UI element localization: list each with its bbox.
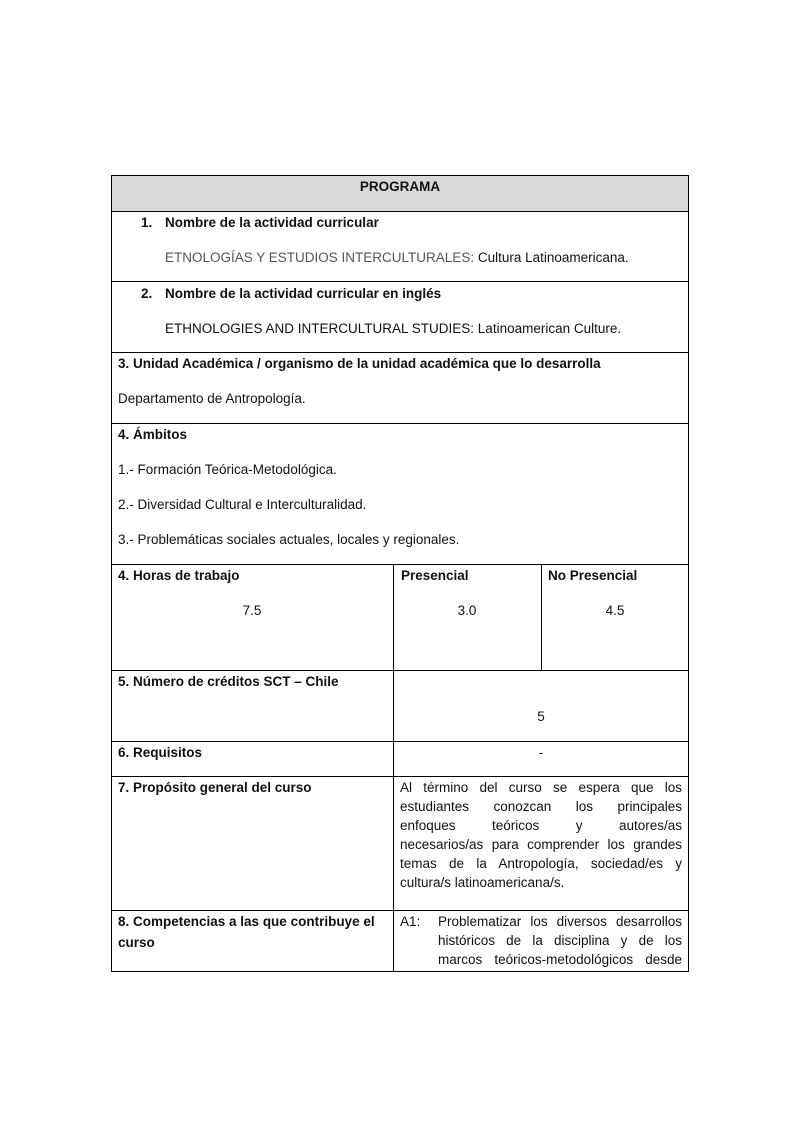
section-3-value: Departamento de Antropología. xyxy=(118,391,306,406)
section-1-prefix: ETNOLOGÍAS Y ESTUDIOS INTERCULTURALES: xyxy=(165,250,475,265)
no-presencial-label: No Presencial xyxy=(548,568,638,583)
ambito-item: 2.- Diversidad Cultural e Interculturalidad. xyxy=(118,497,367,512)
requisites-value: - xyxy=(538,745,544,760)
ambito-item: 3.- Problemáticas sociales actuales, locales y regionales. xyxy=(118,532,460,547)
section-1-suffix: Cultura Latinoamericana. xyxy=(477,250,629,265)
competency-code: A1: xyxy=(400,914,421,929)
section-3-heading: 3. Unidad Académica / organismo de la unidad académica que lo desarrolla xyxy=(118,356,601,371)
page-title: PROGRAMA xyxy=(359,179,441,194)
competency-line: Problematizar los diversos desarrollos xyxy=(438,914,682,929)
section-1-heading: Nombre de la actividad curricular xyxy=(165,215,379,230)
credits-label: 5. Número de créditos SCT – Chile xyxy=(118,674,339,689)
no-presencial-value: 4.5 xyxy=(605,603,625,618)
ambito-item: 1.- Formación Teórica-Metodológica. xyxy=(118,462,337,477)
purpose-line: cultura/s latinoamericana/s. xyxy=(400,875,565,890)
section-1-number: 1. xyxy=(141,215,153,230)
purpose-line: necesarios/as para comprender los grandes xyxy=(400,837,682,852)
competencies-label-cont: curso xyxy=(118,935,155,950)
credits-value: 5 xyxy=(537,709,545,724)
hours-label: 4. Horas de trabajo xyxy=(118,568,240,583)
section-2-value: ETHNOLOGIES AND INTERCULTURAL STUDIES: Latinoamerican Culture. xyxy=(165,321,622,336)
competencies-label: 8. Competencias a las que contribuye el xyxy=(118,914,375,929)
section-2-number: 2. xyxy=(141,286,153,301)
requisites-label: 6. Requisitos xyxy=(118,745,203,760)
purpose-line: Al término del curso se espera que los xyxy=(400,780,682,795)
presencial-value: 3.0 xyxy=(457,603,477,618)
hours-total: 7.5 xyxy=(242,603,262,618)
purpose-label: 7. Propósito general del curso xyxy=(118,780,312,795)
purpose-line: temas de la Antropología, sociedad/es y xyxy=(400,856,682,871)
purpose-line: enfoques teóricos y autores/as xyxy=(400,818,682,833)
purpose-line: estudiantes conozcan los principales xyxy=(400,799,682,814)
presencial-label: Presencial xyxy=(401,568,469,583)
section-4-heading: 4. Ámbitos xyxy=(118,427,188,442)
competency-line: históricos de la disciplina y de los xyxy=(438,933,682,948)
program-table xyxy=(111,175,689,972)
competency-line: marcos teóricos-metodológicos desde xyxy=(438,952,682,967)
section-2-heading: Nombre de la actividad curricular en inglés xyxy=(165,286,442,301)
section-1-value xyxy=(165,250,629,265)
